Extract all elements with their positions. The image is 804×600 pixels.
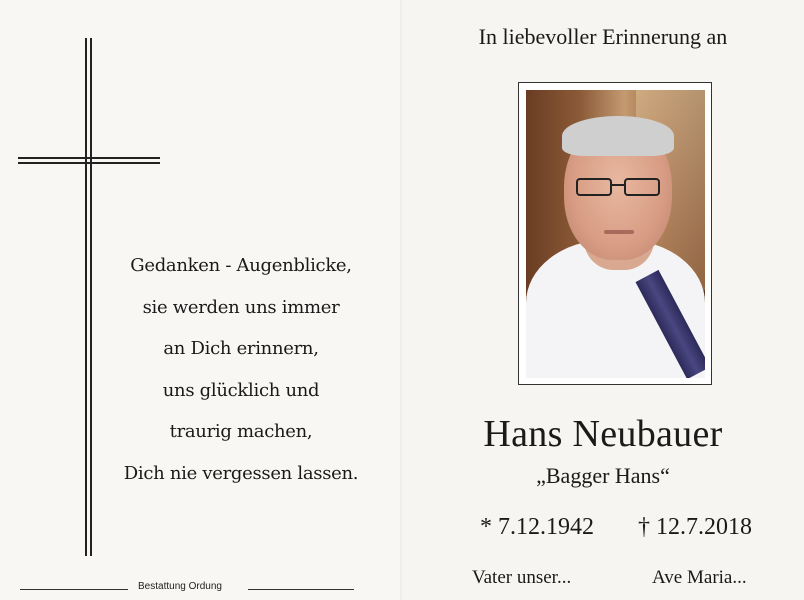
poem-line: Dich nie vergessen lassen. [123, 462, 359, 484]
footer-divider-right [248, 589, 354, 590]
poem-line: Gedanken - Augenblicke, [130, 255, 352, 276]
death-date: † 12.7.2018 [638, 514, 752, 540]
memorial-poem [112, 245, 370, 494]
prayer-vater-unser: Vater unser... [472, 567, 572, 588]
prayer-ave-maria: Ave Maria... [652, 567, 747, 588]
poem-line: traurig machen, [169, 421, 313, 442]
cross-bar [18, 156, 160, 165]
poem-line: sie werden uns immer [142, 296, 340, 318]
memorial-title: In liebevoller Erinnerung an [478, 24, 728, 49]
birth-date: * 7.12.1942 [480, 514, 594, 540]
poem-line: uns glücklich und [162, 379, 320, 401]
deceased-nickname: „Bagger Hans“ [536, 463, 670, 488]
poem-line: an Dich erinnern, [163, 338, 319, 359]
cross-icon [84, 38, 94, 556]
portrait-frame [518, 82, 712, 385]
funeral-home-label: Bestattung Ordung [138, 581, 222, 592]
portrait-photo [526, 90, 705, 378]
deceased-name: Hans Neubauer [483, 413, 723, 455]
footer-divider-left [20, 589, 128, 590]
right-card-page [402, 0, 804, 600]
